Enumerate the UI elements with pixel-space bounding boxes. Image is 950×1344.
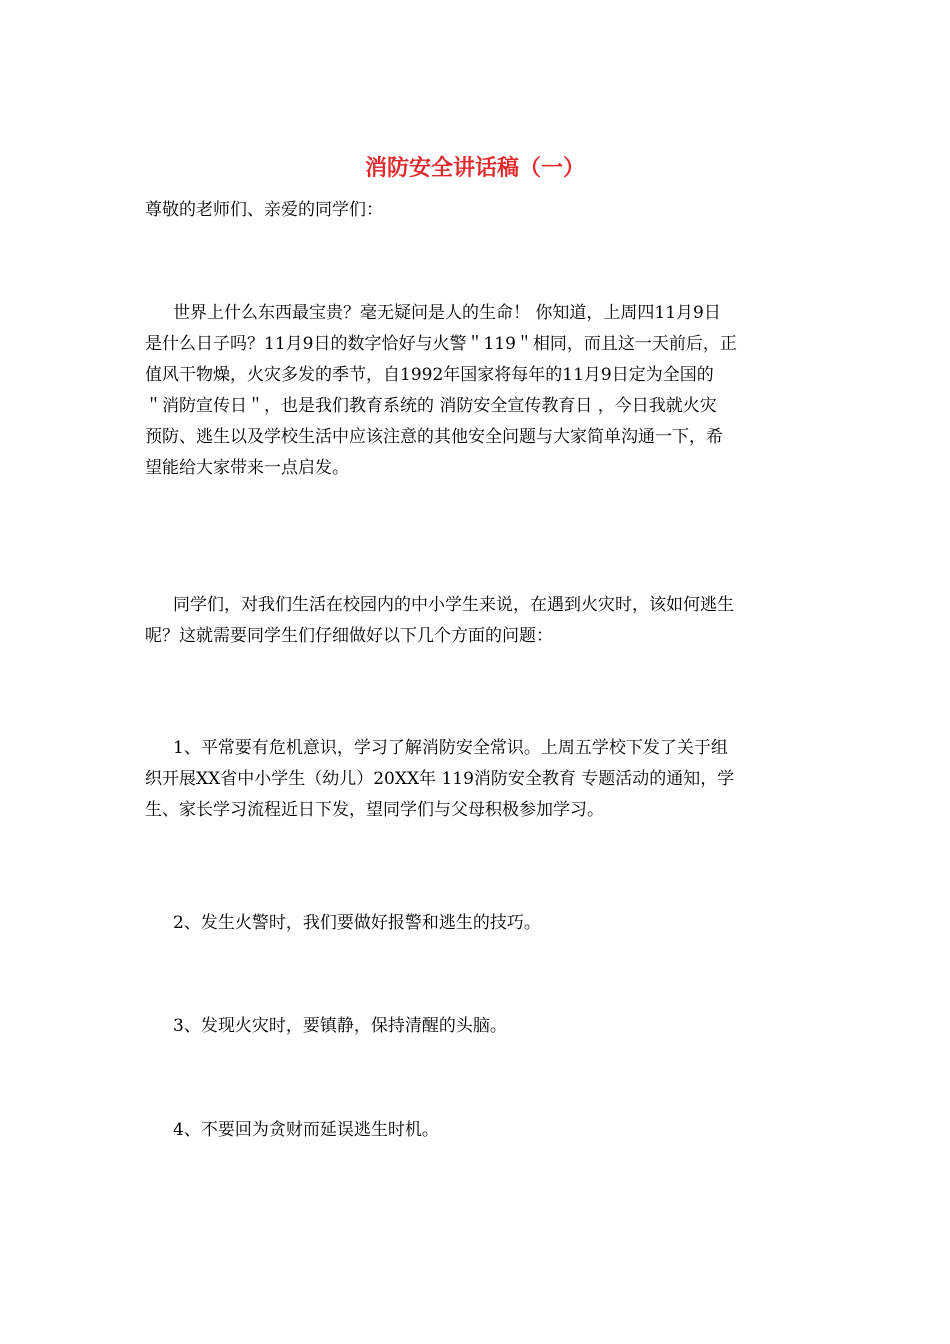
paragraph-line: 世界上什么东西最宝贵？毫无疑问是人的生命！ 你知道，上周四11月9日 [173, 303, 721, 323]
paragraph-line: 生、家长学习流程近日下发，望同学们与父母积极参加学习。 [145, 800, 604, 820]
paragraph-line: 呢？这就需要同学生们仔细做好以下几个方面的问题： [145, 626, 553, 646]
paragraph-line: 预防、逃生以及学校生活中应该注意的其他安全问题与大家简单沟通一下，希 [145, 427, 723, 447]
paragraph-line: 是什么日子吗？11月9日的数字恰好与火警＂119＂相同，而且这一天前后，正 [145, 334, 737, 354]
paragraph-line: ＂消防宣传日＂，也是我们教育系统的 消防安全宣传教育日 ，今日我就火灾 [145, 396, 717, 416]
paragraph-line: 值风干物燥，火灾多发的季节，自1992年国家将每年的11月9日定为全国的 [145, 365, 714, 385]
paragraph-line: 织开展XX省中小学生（幼儿）20XX年 119消防安全教育 专题活动的通知，学 [145, 769, 735, 789]
paragraph-line: 4、不要回为贪财而延误逃生时机。 [173, 1120, 439, 1140]
document-title: 消防安全讲话稿（一） [364, 155, 585, 181]
paragraph-line: 2、发生火警时，我们要做好报警和逃生的技巧。 [173, 913, 541, 933]
paragraph-line: 望能给大家带来一点启发。 [145, 458, 349, 478]
paragraph-5 [145, 1011, 810, 1042]
paragraph-line: 3、发现火灾时，要镇静，保持清醒的头脑。 [173, 1016, 507, 1036]
salutation: 尊敬的老师们、亲爱的同学们： [145, 200, 383, 220]
paragraph-line: 1、平常要有危机意识，学习了解消防安全常识。上周五学校下发了关于组 [173, 738, 728, 758]
paragraph-4 [145, 908, 810, 939]
paragraph-3 [145, 733, 810, 826]
paragraph-line: 同学们，对我们生活在校园内的中小学生来说，在遇到火灾时，该如何逃生 [173, 595, 734, 615]
paragraph-2 [145, 590, 810, 652]
paragraph-6 [145, 1115, 810, 1146]
paragraph-1 [145, 298, 810, 484]
